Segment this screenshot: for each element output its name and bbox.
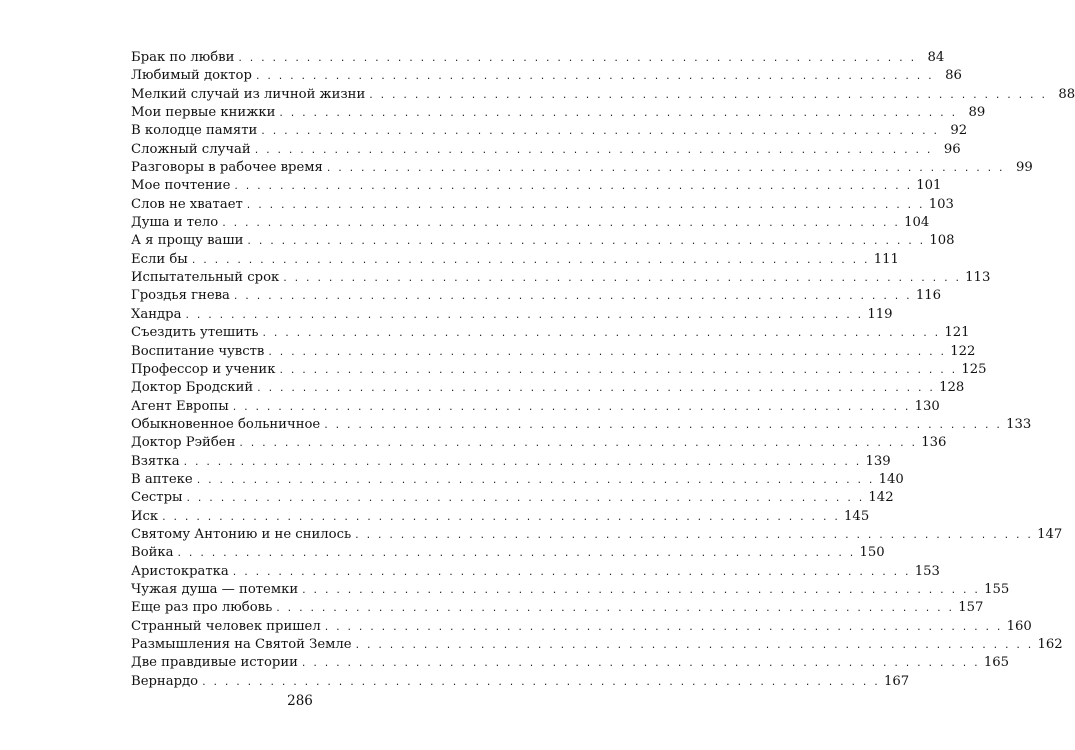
toc-entry-page: 86 [945,68,962,84]
toc-entry [131,673,910,691]
toc-entry-page: 84 [927,50,945,65]
toc-entry-title: Сложный случай [131,141,251,157]
toc-entry-page: 99 [1015,160,1033,176]
dot-leader: . . . . . . . . . . . . . . . . . . . . . . . . . . . . . . . . . . . . . . . . . . . . . . . . . . . . . . . . . . . . [302,582,981,596]
toc-entry-page: 160 [1006,618,1032,634]
toc-entry [131,141,961,159]
toc-entry-title: Мелкий случай из личной жизни [131,86,366,102]
toc-entry-title: Войка [131,545,174,561]
toc-entry-title: Хандра [131,306,182,322]
dot-leader: . . . . . . . . . . . . . . . . . . . . . . . . . . . . . . . . . . . . . . . . . . . . . . . . . . . . . . . . . . . . [301,656,980,670]
toc-entry-page: 113 [965,270,991,286]
toc-entry [131,287,941,305]
toc-entry-title: Если бы [131,251,188,267]
toc-entry-title: Иск [131,508,159,524]
dot-leader: . . . . . . . . . . . . . . . . . . . . . . . . . . . . . . . . . . . . . . . . . . . . . . . . . . . . . . . . . . . . [233,289,912,303]
dot-leader: . . . . . . . . . . . . . . . . . . . . . . . . . . . . . . . . . . . . . . . . . . . . . . . . . . . . . . . . . . . . [238,51,917,64]
dot-leader: . . . . . . . . . . . . . . . . . . . . . . . . . . . . . . . . . . . . . . . . . . . . . . . . . . . . . . . . . . . . [234,179,913,193]
toc-entry-title: Чужая душа — потемки [131,581,299,597]
dot-leader: . . . . . . . . . . . . . . . . . . . . . . . . . . . . . . . . . . . . . . . . . . . . . . . . . . . . . . . . . . . . [177,546,856,560]
toc-entry-title: В колодце памяти [131,123,258,139]
toc-entry-title: Мои первые книжки [131,105,276,121]
toc-entry [131,251,899,269]
toc-entry-title: Доктор Рэйбен [131,435,236,451]
toc-entry-page: 111 [873,251,899,267]
toc-entry [131,122,968,140]
toc-entry-page: 130 [914,398,940,414]
dot-leader: . . . . . . . . . . . . . . . . . . . . . . . . . . . . . . . . . . . . . . . . . . . . . . . . . . . . . . . . . . . . [186,491,865,505]
toc-entry-title: В аптеке [131,471,193,487]
toc-entry [131,618,1032,636]
toc-entry [131,379,965,397]
toc-entry-title: Агент Европы [131,398,229,414]
toc-entry-page: 147 [1037,526,1063,542]
toc-entry-page: 119 [867,306,893,322]
dot-leader: . . . . . . . . . . . . . . . . . . . . . . . . . . . . . . . . . . . . . . . . . . . . . . . . . . . . . . . . . . . . [222,216,901,230]
toc-entry [131,104,986,122]
dot-leader: . . . . . . . . . . . . . . . . . . . . . . . . . . . . . . . . . . . . . . . . . . . . . . . . . . . . . . . . . . . . [255,69,934,83]
table-of-contents [131,49,1075,691]
toc-entry [131,636,1063,654]
toc-entry-page: 167 [884,673,910,689]
dot-leader: . . . . . . . . . . . . . . . . . . . . . . . . . . . . . . . . . . . . . . . . . . . . . . . . . . . . . . . . . . . . [162,509,841,523]
toc-entry-page: 150 [859,545,885,561]
toc-entry-page: 136 [921,435,947,451]
toc-entry-page: 139 [865,453,891,469]
toc-entry-title: Слов не хватает [131,196,243,212]
toc-entry-page: 133 [1006,416,1032,432]
toc-entry [131,453,891,471]
toc-entry-page: 142 [868,490,894,506]
dot-leader: . . . . . . . . . . . . . . . . . . . . . . . . . . . . . . . . . . . . . . . . . . . . . . . . . . . . . . . . . . . . [191,252,870,266]
dot-leader: . . . . . . . . . . . . . . . . . . . . . . . . . . . . . . . . . . . . . . . . . . . . . . . . . . . . . . . . . . . . [355,638,1034,651]
toc-entry-page: 116 [915,288,941,304]
toc-entry [131,361,987,379]
toc-entry-title: Профессор и ученик [131,361,276,377]
toc-entry [131,654,1009,672]
toc-entry [131,544,885,562]
toc-entry-page: 140 [878,471,904,487]
toc-entry-page: 121 [944,325,970,341]
dot-leader: . . . . . . . . . . . . . . . . . . . . . . . . . . . . . . . . . . . . . . . . . . . . . . . . . . . . . . . . . . . . [283,271,962,285]
toc-entry-title: Съездить утешить [131,325,259,341]
toc-entry [131,324,970,342]
toc-entry-title: Странный человек пришел [131,618,321,634]
toc-entry-title: Святому Антонию и не снилось [131,526,352,542]
dot-leader: . . . . . . . . . . . . . . . . . . . . . . . . . . . . . . . . . . . . . . . . . . . . . . . . . . . . . . . . . . . . [262,326,941,340]
toc-entry-page: 125 [961,361,987,377]
page-number: 286 [287,693,313,709]
toc-entry-page: 108 [929,233,955,249]
toc-entry-title: Еще раз про любовь [131,600,273,616]
toc-entry-page: 165 [983,655,1009,671]
toc-entry-page: 153 [914,563,940,579]
toc-entry-title: Душа и тело [131,215,219,231]
toc-entry-page: 101 [916,178,942,194]
toc-entry-title: Разговоры в рабочее время [131,160,323,176]
toc-entry-title: Брак по любви [131,50,235,65]
toc-entry-title: Взятка [131,453,180,469]
toc-entry [131,232,955,250]
toc-entry-title: А я прощу ваши [131,233,244,249]
toc-entry [131,398,940,416]
dot-leader: . . . . . . . . . . . . . . . . . . . . . . . . . . . . . . . . . . . . . . . . . . . . . . . . . . . . . . . . . . . . [185,307,864,321]
toc-entry-title: Две правдивые истории [131,655,298,671]
toc-entry-title: Вернардо [131,673,199,689]
toc-entry [131,526,1063,544]
toc-entry [131,343,976,361]
toc-entry-title: Обыкновенное больничное [131,416,321,432]
toc-entry-title: Испытательный срок [131,270,280,286]
toc-entry [131,86,1075,104]
toc-entry [131,306,893,324]
toc-entry-title: Любимый доктор [131,68,252,84]
toc-entry-page: 96 [943,141,961,157]
toc-entry-page: 122 [950,343,976,359]
dot-leader: . . . . . . . . . . . . . . . . . . . . . . . . . . . . . . . . . . . . . . . . . . . . . . . . . . . . . . . . . . . . [246,197,925,211]
toc-entry [131,49,945,67]
toc-entry [131,416,1032,434]
dot-leader: . . . . . . . . . . . . . . . . . . . . . . . . . . . . . . . . . . . . . . . . . . . . . . . . . . . . . . . . . . . . [268,344,947,358]
toc-entry-page: 157 [958,600,984,616]
toc-entry [131,489,894,507]
toc-entry [131,581,1010,599]
toc-entry-title: Доктор Бродский [131,380,254,396]
dot-leader: . . . . . . . . . . . . . . . . . . . . . . . . . . . . . . . . . . . . . . . . . . . . . . . . . . . . . . . . . . . . [261,124,940,138]
toc-entry [131,196,954,214]
dot-leader: . . . . . . . . . . . . . . . . . . . . . . . . . . . . . . . . . . . . . . . . . . . . . . . . . . . . . . . . . . . . [324,417,1003,431]
toc-entry-page: 155 [984,581,1010,597]
toc-entry-page: 145 [844,508,870,524]
toc-entry-page: 92 [950,123,968,139]
toc-entry [131,599,984,617]
toc-entry-title: Сестры [131,490,183,506]
toc-entry [131,159,1033,177]
dot-leader: . . . . . . . . . . . . . . . . . . . . . . . . . . . . . . . . . . . . . . . . . . . . . . . . . . . . . . . . . . . . [276,601,955,615]
toc-entry [131,563,940,581]
dot-leader: . . . . . . . . . . . . . . . . . . . . . . . . . . . . . . . . . . . . . . . . . . . . . . . . . . . . . . . . . . . . [232,399,911,413]
toc-entry-page: 89 [968,105,986,121]
toc-entry-page: 103 [928,196,954,212]
toc-entry [131,269,991,287]
toc-entry-title: Размышления на Святой Земле [131,637,352,652]
dot-leader: . . . . . . . . . . . . . . . . . . . . . . . . . . . . . . . . . . . . . . . . . . . . . . . . . . . . . . . . . . . . [326,161,1005,175]
dot-leader: . . . . . . . . . . . . . . . . . . . . . . . . . . . . . . . . . . . . . . . . . . . . . . . . . . . . . . . . . . . . [196,472,875,486]
toc-entry-title: Воспитание чувств [131,343,265,359]
toc-entry-page: 88 [1058,86,1075,102]
toc-entry [131,177,942,195]
toc-entry [131,471,904,489]
dot-leader: . . . . . . . . . . . . . . . . . . . . . . . . . . . . . . . . . . . . . . . . . . . . . . . . . . . . . . . . . . . . [324,619,1003,633]
toc-entry [131,508,870,526]
dot-leader: . . . . . . . . . . . . . . . . . . . . . . . . . . . . . . . . . . . . . . . . . . . . . . . . . . . . . . . . . . . . [183,454,862,468]
dot-leader: . . . . . . . . . . . . . . . . . . . . . . . . . . . . . . . . . . . . . . . . . . . . . . . . . . . . . . . . . . . . [247,234,926,248]
dot-leader: . . . . . . . . . . . . . . . . . . . . . . . . . . . . . . . . . . . . . . . . . . . . . . . . . . . . . . . . . . . . [239,436,918,450]
toc-entry [131,434,947,452]
toc-entry-title: Мое почтение [131,178,231,194]
toc-entry-title: Гроздья гнева [131,288,230,304]
dot-leader: . . . . . . . . . . . . . . . . . . . . . . . . . . . . . . . . . . . . . . . . . . . . . . . . . . . . . . . . . . . . [369,87,1048,101]
toc-entry-page: 128 [939,380,965,396]
dot-leader: . . . . . . . . . . . . . . . . . . . . . . . . . . . . . . . . . . . . . . . . . . . . . . . . . . . . . . . . . . . . [279,106,958,120]
toc-entry-title: Аристократка [131,563,229,579]
dot-leader: . . . . . . . . . . . . . . . . . . . . . . . . . . . . . . . . . . . . . . . . . . . . . . . . . . . . . . . . . . . . [202,674,880,688]
dot-leader: . . . . . . . . . . . . . . . . . . . . . . . . . . . . . . . . . . . . . . . . . . . . . . . . . . . . . . . . . . . . [232,564,911,578]
toc-entry-page: 104 [904,215,930,231]
dot-leader: . . . . . . . . . . . . . . . . . . . . . . . . . . . . . . . . . . . . . . . . . . . . . . . . . . . . . . . . . . . . [257,381,936,395]
toc-entry [131,214,930,232]
dot-leader: . . . . . . . . . . . . . . . . . . . . . . . . . . . . . . . . . . . . . . . . . . . . . . . . . . . . . . . . . . . . [355,527,1034,541]
dot-leader: . . . . . . . . . . . . . . . . . . . . . . . . . . . . . . . . . . . . . . . . . . . . . . . . . . . . . . . . . . . . [254,142,933,156]
toc-entry-page: 162 [1037,637,1063,652]
dot-leader: . . . . . . . . . . . . . . . . . . . . . . . . . . . . . . . . . . . . . . . . . . . . . . . . . . . . . . . . . . . . [279,362,958,376]
toc-entry [131,67,962,85]
